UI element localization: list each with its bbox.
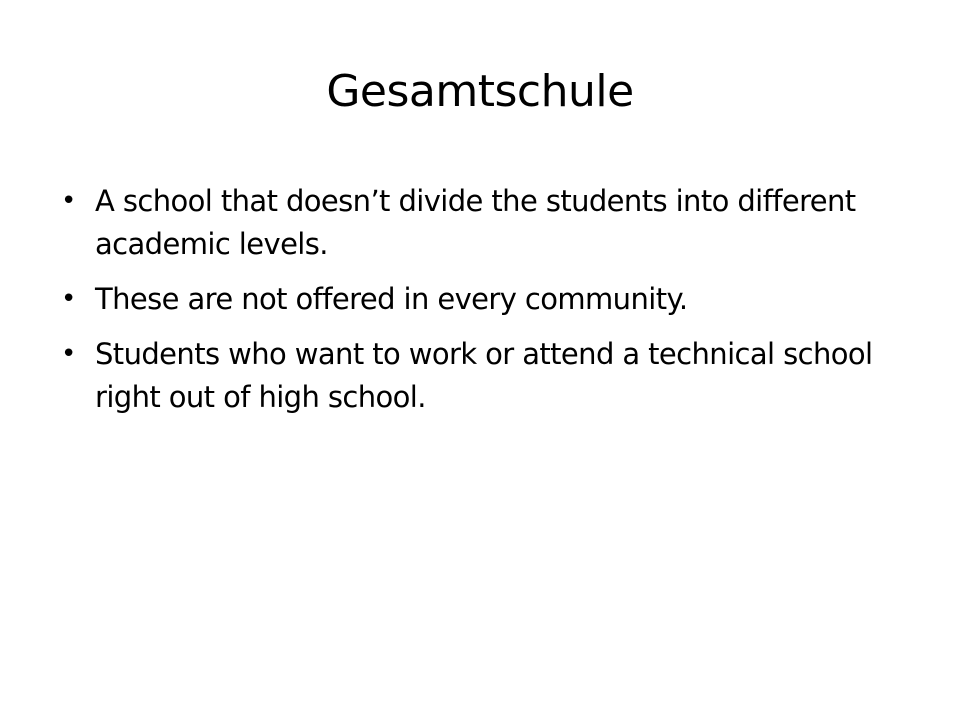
bullet-text: Students who want to work or attend a technical school right out of high school.	[95, 337, 873, 414]
bullet-text: These are not offered in every community.	[95, 282, 688, 316]
bullet-dot-icon: •	[61, 284, 76, 314]
bullet-text: A school that doesn’t divide the students into different academic levels.	[95, 184, 856, 261]
bullet-list	[56, 180, 906, 431]
bullet-item	[56, 333, 906, 419]
bullet-dot-icon: •	[61, 339, 76, 369]
bullet-dot-icon: •	[61, 186, 76, 216]
bullet-item	[56, 180, 906, 266]
bullet-item	[56, 278, 906, 321]
slide-title: Gesamtschule	[326, 66, 634, 117]
